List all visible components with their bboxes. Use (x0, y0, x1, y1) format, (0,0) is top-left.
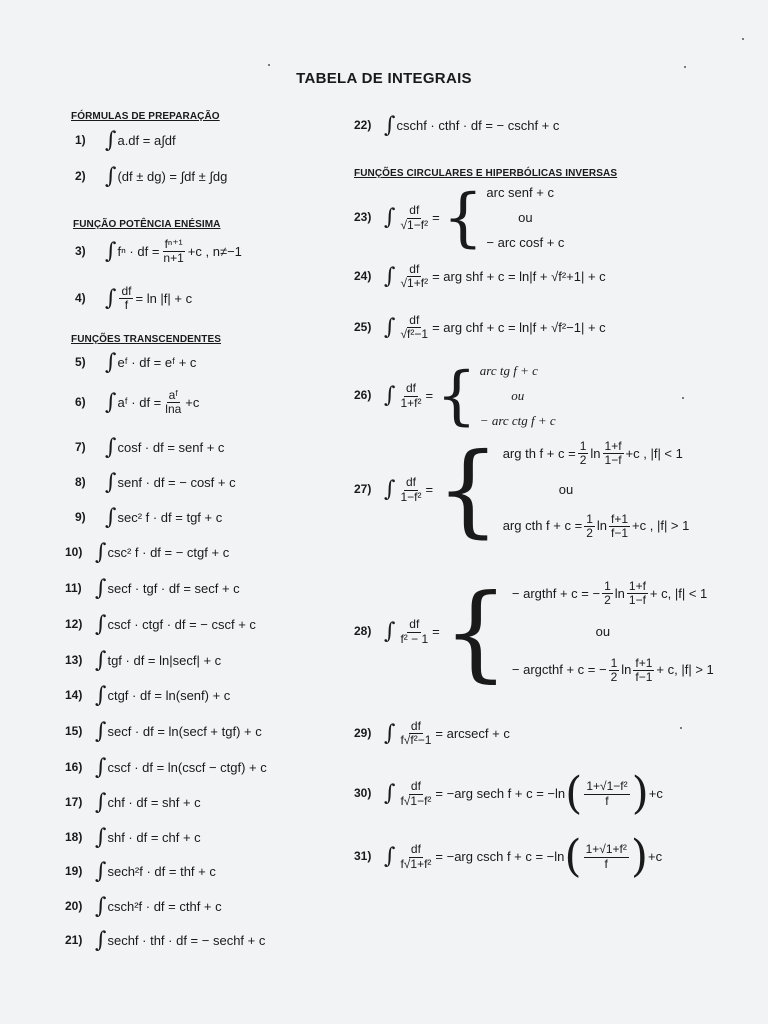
equals-sign: = (432, 623, 440, 639)
formula-2 (75, 166, 227, 188)
integral-sign: ∫ (95, 859, 107, 884)
integral-sign: ∫ (95, 928, 107, 953)
formula-number: 29) (354, 726, 372, 741)
formula-body: sechf · thf · df = − sechf + c (107, 932, 266, 948)
formula-4 (75, 285, 192, 312)
half-fraction (584, 513, 595, 540)
denominator: √1+f² (400, 276, 429, 291)
formula-31 (354, 831, 663, 882)
numerator: fⁿ⁺¹ (164, 237, 183, 251)
case-2: − arc cosf + c (486, 234, 565, 250)
formula-16 (65, 757, 267, 779)
numerator: 1 (604, 579, 611, 593)
numerator: df (409, 262, 420, 276)
scan-speck (682, 397, 684, 399)
case-or: ou (595, 623, 611, 639)
ln-fraction (609, 513, 630, 540)
formula-number: 17) (65, 795, 83, 810)
formula-number: 19) (65, 864, 83, 879)
fraction (161, 238, 185, 265)
formula-number: 14) (65, 688, 83, 703)
formula-1 (75, 130, 176, 152)
case-2 (512, 657, 714, 684)
case-2 (503, 513, 690, 540)
case-condition: +c , |f| < 1 (625, 445, 683, 461)
formula-28 (354, 571, 714, 693)
formula-number: 16) (65, 760, 83, 775)
formula-20 (65, 896, 222, 918)
integral-sign: ∫ (384, 844, 396, 869)
right-paren: ) (630, 831, 649, 882)
fraction (398, 720, 433, 747)
denominator: √1−f² (400, 217, 429, 232)
numerator: 1+√1+f² (585, 842, 627, 857)
numerator: df (121, 284, 132, 298)
formula-number: 13) (65, 653, 83, 668)
integral-sign: ∫ (95, 648, 107, 673)
numerator: 1+f (628, 579, 646, 593)
numerator: df (410, 779, 421, 794)
integral-sign: ∫ (105, 470, 117, 495)
formula-number: 5) (75, 355, 86, 370)
fraction (163, 389, 183, 416)
formula-17 (65, 792, 201, 814)
left-brace: { (436, 359, 477, 433)
formula-3 (75, 238, 242, 265)
formula-14 (65, 685, 230, 707)
formula-22 (354, 115, 559, 137)
formula-number: 23) (354, 210, 372, 225)
formula-body: cscf · df = ln(cscf − ctgf) + c (107, 759, 267, 775)
formula-body: a.df = a∫df (117, 132, 176, 148)
integral-sign: ∫ (95, 894, 107, 919)
integral-sign: ∫ (384, 314, 396, 340)
section-transcendentes: FUNÇÕES TRANSCENDENTES (71, 334, 221, 345)
case-condition: + c, |f| > 1 (656, 662, 714, 678)
formula-rhs: +c (185, 394, 200, 410)
formula-rhs: = arg chf + c = ln|f + √f²−1| + c (432, 319, 606, 335)
denominator: 2 (579, 453, 587, 468)
integral-sign: ∫ (105, 238, 117, 264)
formula-mid: = −arg csch f + c = −ln (435, 848, 565, 864)
cases (480, 364, 556, 428)
formula-number: 3) (75, 244, 86, 259)
formula-body: secf · df = ln(secf + tgf) + c (107, 723, 262, 739)
scan-speck (680, 727, 682, 729)
numerator: f+1 (635, 655, 653, 670)
denominator: 1−f (604, 453, 622, 468)
denominator: lna (165, 402, 182, 417)
integral-sign: ∫ (105, 128, 117, 153)
numerator: df (410, 842, 421, 857)
formula-rhs: +c (648, 848, 663, 864)
formula-rhs: +c , n≠−1 (187, 243, 242, 259)
formula-body: sec² f · df = tgf + c (117, 509, 223, 525)
integral-sign: ∫ (384, 720, 396, 746)
left-brace: { (442, 181, 484, 255)
fraction (398, 314, 430, 341)
numerator: df (409, 313, 420, 327)
integral-sign: ∫ (105, 389, 117, 415)
formula-11 (65, 578, 240, 600)
case-1 (503, 440, 690, 467)
formula-number: 26) (354, 388, 372, 403)
integral-sign: ∫ (384, 619, 396, 644)
ln-fraction (633, 657, 654, 684)
formula-body: cschf · cthf · df = − cschf + c (396, 117, 560, 133)
formula-number: 1) (75, 133, 86, 148)
formula-body: eᶠ · df = eᶠ + c (117, 354, 197, 370)
denominator: f−1 (635, 669, 653, 684)
formula-10 (65, 542, 229, 564)
integral-sign: ∫ (95, 755, 107, 780)
formula-number: 6) (75, 395, 86, 410)
case-1: arc senf + c (486, 185, 554, 200)
section-inversas: FUNÇÕES CIRCULARES E HIPERBÓLICAS INVERSAS (354, 168, 618, 179)
integral-sign: ∫ (95, 540, 107, 565)
half-fraction (609, 657, 620, 684)
case-lhs: − argthf + c = − (511, 585, 601, 601)
integral-sign: ∫ (95, 683, 107, 708)
case-2: − arc ctg f + c (479, 412, 556, 428)
numerator: df (405, 381, 416, 396)
formula-8 (75, 472, 236, 494)
formula-number: 27) (354, 482, 372, 497)
cases (512, 580, 714, 684)
integral-sign: ∫ (384, 383, 396, 408)
integral-sign: ∫ (105, 435, 117, 460)
case-lhs: arg cth f + c = (502, 518, 583, 534)
formula-6 (75, 389, 199, 416)
ln-label: ln (621, 662, 632, 678)
case-lhs: − argcthf + c = − (511, 662, 607, 678)
denominator: f√f²−1 (400, 733, 432, 748)
left-paren: ( (564, 831, 582, 882)
formula-body: ctgf · df = ln(senf) + c (107, 687, 231, 703)
fraction (398, 263, 430, 290)
section-preparacao: FÓRMULAS DE PREPARAÇÃO (71, 111, 220, 122)
denominator: 1+f² (400, 395, 422, 410)
formula-rhs: = arcsecf + c (435, 725, 510, 741)
formula-body: csch²f · df = cthf + c (107, 898, 222, 914)
inner-fraction (584, 843, 629, 870)
integral-sign: ∫ (384, 263, 396, 289)
denominator: f (124, 298, 129, 313)
formula-number: 30) (354, 786, 372, 801)
fraction (398, 843, 433, 870)
scan-speck (268, 64, 270, 66)
formula-number: 25) (354, 320, 372, 335)
inner-fraction (584, 780, 629, 807)
ln-label: ln (590, 445, 601, 461)
integral-sign: ∫ (105, 505, 117, 530)
section-potencia: FUNÇÃO POTÊNCIA ENÉSIMA (73, 219, 221, 230)
formula-5 (75, 352, 196, 374)
denominator: 1−f (628, 593, 646, 608)
formula-body: cscf · ctgf · df = − cscf + c (107, 616, 256, 632)
formula-number: 9) (75, 510, 86, 525)
formula-19 (65, 861, 216, 883)
fraction (398, 204, 430, 231)
formula-lhs: aᶠ · df = (117, 394, 162, 410)
fraction (119, 285, 133, 312)
ln-fraction (627, 580, 648, 607)
numerator: 1 (586, 511, 593, 526)
formula-15 (65, 721, 262, 743)
integral-sign: ∫ (105, 164, 117, 189)
integral-sign: ∫ (95, 719, 107, 744)
equals-sign: = (425, 387, 434, 403)
formula-body: tgf · df = ln|secf| + c (107, 652, 222, 668)
case-condition: + c, |f| < 1 (649, 585, 708, 601)
formula-number: 21) (65, 933, 83, 948)
formula-number: 8) (75, 475, 86, 490)
integral-sign: ∫ (95, 612, 107, 637)
equals-sign: = (425, 481, 434, 497)
formula-26 (354, 359, 556, 433)
left-paren: ( (565, 768, 583, 819)
formula-number: 22) (354, 118, 372, 133)
integral-sign: ∫ (95, 825, 107, 850)
formula-number: 2) (75, 169, 86, 184)
case-1 (512, 580, 714, 607)
scan-speck (684, 66, 686, 68)
numerator: df (405, 475, 416, 490)
formula-number: 7) (75, 440, 86, 455)
formula-23 (354, 181, 565, 255)
fraction (398, 382, 423, 409)
denominator: f−1 (611, 525, 629, 540)
half-fraction (578, 440, 589, 467)
numerator: 1 (610, 655, 618, 670)
formula-12 (65, 614, 256, 636)
fraction (398, 476, 423, 503)
formula-24 (354, 263, 606, 290)
fraction (398, 780, 433, 807)
integral-sign: ∫ (95, 576, 107, 601)
formula-18 (65, 827, 201, 849)
formula-number: 15) (65, 724, 83, 739)
scan-speck (742, 38, 744, 40)
left-brace: { (442, 571, 509, 693)
formula-21 (65, 930, 265, 952)
formula-number: 12) (65, 617, 83, 632)
formula-body: cosf · df = senf + c (117, 439, 225, 455)
case-condition: +c , |f| > 1 (632, 518, 690, 534)
formula-number: 10) (65, 545, 83, 560)
denominator: 2 (586, 525, 593, 540)
formula-number: 31) (354, 849, 372, 864)
integral-sign: ∫ (384, 113, 396, 138)
cases (503, 440, 690, 540)
formula-body: secf · tgf · df = secf + c (107, 580, 240, 596)
half-fraction (602, 580, 613, 607)
case-or: ou (511, 387, 525, 403)
ln-fraction (603, 440, 624, 467)
formula-number: 18) (65, 830, 83, 845)
numerator: df (409, 617, 420, 632)
right-paren: ) (631, 768, 649, 819)
numerator: aᶠ (168, 388, 178, 402)
fraction (398, 618, 430, 645)
formula-number: 4) (75, 291, 86, 306)
numerator: df (410, 719, 421, 733)
formula-mid: = −arg sech f + c = −ln (435, 785, 566, 801)
formula-rhs: = ln |f| + c (135, 290, 193, 306)
integral-sign: ∫ (105, 285, 117, 311)
formula-body: senf · df = − cosf + c (117, 474, 236, 490)
ln-label: ln (596, 518, 608, 534)
case-or: ou (558, 481, 574, 497)
case-1: arc tg f + c (479, 363, 538, 378)
ln-label: ln (614, 585, 625, 601)
denominator: n+1 (163, 251, 184, 266)
integral-sign: ∫ (105, 350, 117, 375)
denominator: f² − 1 (400, 631, 429, 646)
formula-13 (65, 650, 221, 672)
formula-30 (354, 768, 663, 819)
integral-sign: ∫ (384, 205, 396, 230)
formula-29 (354, 720, 510, 747)
case-lhs: arg th f + c = (502, 445, 576, 461)
formula-body: (df ± dg) = ∫df ± ∫dg (117, 168, 228, 184)
formula-body: chf · df = shf + c (107, 794, 201, 810)
page-title: TABELA DE INTEGRAIS (296, 70, 472, 87)
denominator: 2 (604, 593, 611, 608)
formula-7 (75, 437, 224, 459)
denominator: 1−f² (400, 489, 422, 504)
formula-number: 28) (354, 624, 372, 639)
numerator: f+1 (611, 511, 629, 526)
numerator: df (409, 203, 420, 218)
formula-rhs: = arg shf + c = ln|f + √f²+1| + c (432, 268, 606, 284)
formula-body: csc² f · df = − ctgf + c (107, 544, 230, 560)
equals-sign: = (432, 209, 440, 225)
formula-lhs: fⁿ · df = (117, 243, 160, 259)
denominator: f√1−f² (400, 793, 432, 808)
formula-number: 20) (65, 899, 83, 914)
case-or: ou (518, 209, 533, 225)
integral-sign: ∫ (95, 790, 107, 815)
denominator: f√1+f² (400, 856, 432, 871)
formula-body: sech²f · df = thf + c (107, 863, 216, 879)
formula-25 (354, 314, 606, 341)
formula-9 (75, 507, 222, 529)
denominator: 2 (610, 669, 618, 684)
formula-number: 11) (65, 581, 82, 596)
numerator: 1+√1−f² (586, 779, 628, 794)
integral-sign: ∫ (384, 781, 396, 806)
numerator: 1 (579, 439, 587, 453)
formula-body: shf · df = chf + c (107, 829, 201, 845)
left-brace: { (436, 431, 500, 548)
formula-27 (354, 431, 690, 548)
formula-rhs: +c (648, 785, 663, 801)
denominator: √f²−1 (400, 327, 429, 342)
formula-number: 24) (354, 269, 372, 284)
cases (486, 186, 564, 250)
numerator: 1+f (604, 439, 622, 453)
denominator: f (605, 793, 609, 808)
integral-sign: ∫ (384, 477, 396, 502)
denominator: f (604, 856, 608, 871)
